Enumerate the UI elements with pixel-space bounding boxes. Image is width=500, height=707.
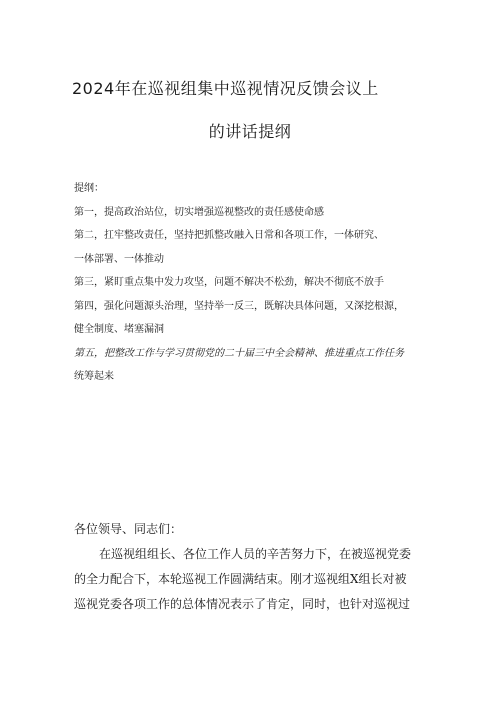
- body-paragraph-line-3: 巡视党委各项工作的总体情况表示了肯定，同时，也针对巡视过: [74, 597, 411, 611]
- outline-item-3: 第三，紧盯重点集中发力攻坚，问题不解决不松劲，解决不彻底不放手: [74, 277, 384, 288]
- outline-item-2-continued: 一体部署、一体推动: [74, 253, 164, 265]
- outline-item-4: 第四，强化问题源头治理，坚持举一反三，既解决具体问题，又深挖根源，: [74, 300, 404, 312]
- body-paragraph-line-2: 的全力配合下，本轮巡视工作圆满结束。刚才巡视组X组长对被: [74, 572, 407, 586]
- body-paragraph-line-1: 在巡视组组长、各位工作人员的辛苦努力下，在被巡视党委: [99, 547, 412, 561]
- outline-heading: 提纲：: [74, 183, 104, 194]
- speech-body: [74, 517, 434, 617]
- outline-section: [74, 177, 444, 389]
- outline-item-5: 第五，把整改工作与学习贯彻党的二十届三中全会精神、推进重点工作任务: [74, 347, 404, 359]
- outline-item-5-continued: 统筹起来: [74, 371, 114, 382]
- document-title-line-1: 2024年在巡视组集中巡视情况反馈会议上: [72, 79, 379, 98]
- outline-item-2: 第二，扛牢整改责任，坚持把抓整改融入日常和各项工作，一体研究、: [74, 230, 384, 241]
- salutation: 各位领导、同志们：: [74, 522, 183, 536]
- outline-item-4-continued: 健全制度、堵塞漏洞: [74, 324, 164, 335]
- outline-item-1: 第一，提高政治站位，切实增强巡视整改的责任感使命感: [74, 206, 324, 218]
- document-title-line-2: 的讲话提纲: [208, 122, 292, 141]
